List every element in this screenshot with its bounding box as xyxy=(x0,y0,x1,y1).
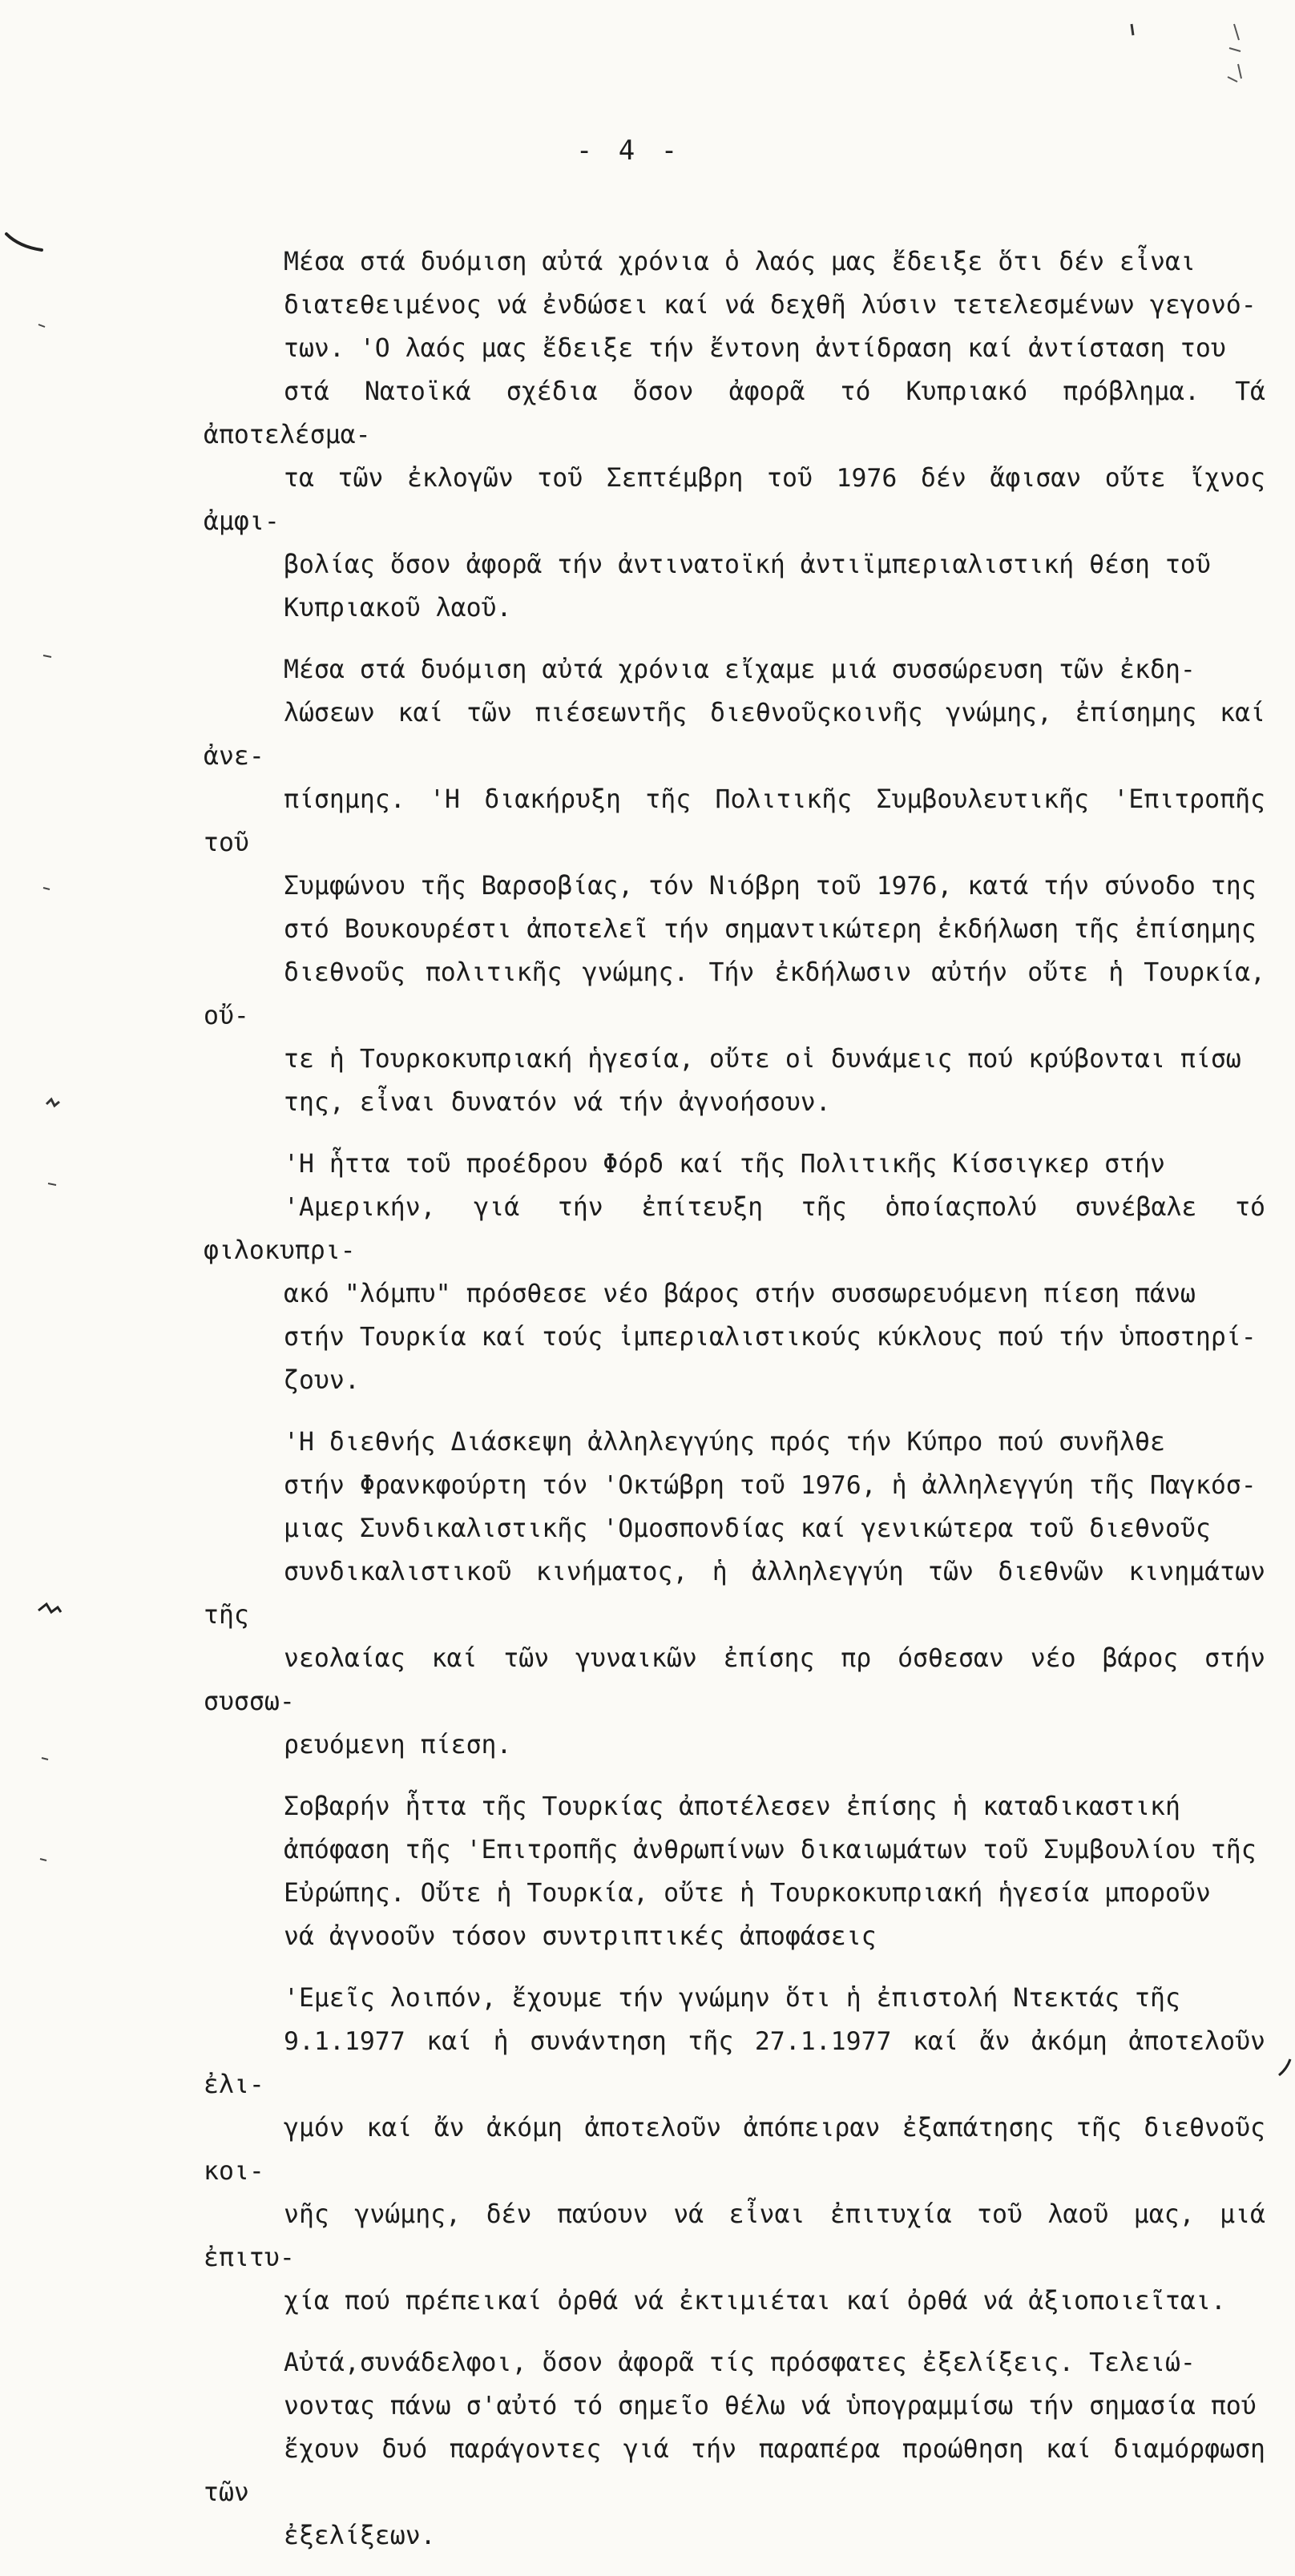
text-line: συνδικαλιστικοῦ κινήματος, ἡ ἀλληλεγγύη τῶν διεθνῶν κινημάτων τῆς xyxy=(204,1558,1265,1630)
text-line: ἀπόφαση τῆς 'Επιτροπῆς ἀνθρωπίνων δικαιωμάτων τοῦ Συμβουλίου τῆς xyxy=(284,1836,1257,1864)
text-line: 'Η ἧττα τοῦ προέδρου Φόρδ καί τῆς Πολιτικῆς Κίσσιγκερ στήν xyxy=(284,1150,1165,1179)
text-line: ακό "λόμπυ" πρόσθεσε νέο βάρος στήν συσσωρευόμενη πίεση πάνω xyxy=(284,1280,1196,1308)
text-line: βολίας ὅσον ἀφορᾶ τήν ἀντινατοϊκή ἀντιϊμπεριαλιστική θέση τοῦ xyxy=(284,550,1211,579)
text-line: Συμφώνου τῆς Βαρσοβίας, τόν Νιόβρη τοῦ 1976, κατά τήν σύνοδο της xyxy=(284,872,1257,901)
text-line: λώσεων καί τῶν πιέσεωντῆς διεθνοῦςκοινῆς γνώμης, ἐπίσημης καί ἀνε- xyxy=(204,699,1265,771)
text-line: των. 'Ο λαός μας ἔδειξε τήν ἔντονη ἀντίδραση καί ἀντίσταση του xyxy=(284,334,1226,363)
text-line: ἔχουν δυό παράγοντες γιά τήν παραπέρα προώθηση καί διαμόρφωση τῶν xyxy=(204,2435,1265,2507)
text-line: μιας Συνδικαλιστικῆς 'Ομοσπονδίας καί γενικώτερα τοῦ διεθνοῦς xyxy=(284,1514,1211,1543)
text-line: στά Νατοϊκά σχέδια ὅσον ἀφορᾶ τό Κυπριακό πρόβλημα. Τά ἀποτελέσμα- xyxy=(204,377,1265,449)
text-line: Μέσα στά δυόμιση αὐτά χρόνια εἴχαμε μιά συσσώρευση τῶν ἐκδη- xyxy=(284,655,1196,684)
text-line: νῆς γνώμης, δέν παύουν νά εἶναι ἐπιτυχία τοῦ λαοῦ μας, μιά ἐπιτυ- xyxy=(204,2200,1265,2272)
text-line: 9.1.1977 καί ἡ συνάντηση τῆς 27.1.1977 καί ἄν ἀκόμη ἀποτελοῦν ἐλι- xyxy=(204,2027,1265,2099)
text-line: Μέσα στά δυόμιση αὐτά χρόνια ὁ λαός μας ἔδειξε ὅτι δέν εἶναι xyxy=(284,248,1196,276)
text-line: Κυπριακοῦ λαοῦ. xyxy=(284,594,512,623)
paragraph-6 xyxy=(204,1977,1265,2323)
text-line: διεθνοῦς πολιτικῆς γνώμης. Τήν ἐκδήλωσιν αὐτήν οὔτε ἡ Τουρκία, οὔ- xyxy=(204,958,1265,1030)
text-line: πίσημης. 'Η διακήρυξη τῆς Πολιτικῆς Συμβουλευτικῆς 'Επιτροπῆς τοῦ xyxy=(204,785,1265,857)
text-line: νά ἀγνοοῦν τόσον συντριπτικές ἀποφάσεις xyxy=(284,1922,877,1951)
paragraph-5 xyxy=(204,1785,1265,1958)
text-line: νεολαίας καί τῶν γυναικῶν ἐπίσης πρ όσθεσαν νέο βάρος στήν συσσω- xyxy=(204,1644,1265,1716)
text-line: ἐξελίξεων. xyxy=(284,2522,436,2550)
text-line: τα τῶν ἐκλογῶν τοῦ Σεπτέμβρη τοῦ 1976 δέν ἄφισαν οὔτε ἴχνος ἀμφι- xyxy=(204,464,1265,536)
text-line: στήν Φρανκφούρτη τόν 'Οκτώβρη τοῦ 1976, ἡ ἀλληλεγγύη τῆς Παγκόσ- xyxy=(284,1471,1257,1500)
text-line: ζουν. xyxy=(284,1366,360,1395)
text-line: χία πού πρέπεικαί ὀρθά νά ἐκτιμιέται καί ὀρθά νά ἀξιοποιεῖται. xyxy=(284,2287,1226,2316)
page-number: - 4 - xyxy=(575,135,683,167)
paragraph-3 xyxy=(204,1143,1265,1402)
document-body xyxy=(204,240,1265,2576)
text-line: γμόν καί ἄν ἀκόμη ἀποτελοῦν ἀπόπειραν ἐξαπάτησης τῆς διεθνοῦς κοι- xyxy=(204,2114,1265,2186)
paragraph-1 xyxy=(204,240,1265,630)
paragraph-7 xyxy=(204,2341,1265,2558)
paragraph-2 xyxy=(204,648,1265,1124)
text-line: της, εἶναι δυνατόν νά τήν ἀγνοήσουν. xyxy=(284,1088,831,1117)
text-line: 'Εμεῖς λοιπόν, ἔχουμε τήν γνώμην ὅτι ἡ ἐπιστολή Ντεκτάς τῆς xyxy=(284,1984,1180,2013)
text-line: 'Η διεθνής Διάσκεψη ἀλληλεγγύης πρός τήν Κύπρο πού συνῆλθε xyxy=(284,1428,1165,1457)
text-line: Εὐρώπης. Οὔτε ἡ Τουρκία, οὔτε ἡ Τουρκοκυπριακή ἡγεσία μποροῦν xyxy=(284,1879,1211,1908)
text-line: τε ἡ Τουρκοκυπριακή ἡγεσία, οὔτε οἱ δυνάμεις πού κρύβονται πίσω xyxy=(284,1045,1241,1074)
text-line: στό Βουκουρέστι ἀποτελεῖ τήν σημαντικώτερη ἐκδήλωση τῆς ἐπίσημης xyxy=(284,915,1257,944)
text-line: ρευόμενη πίεση. xyxy=(284,1731,512,1760)
paragraph-4 xyxy=(204,1421,1265,1767)
text-line: 'Αμερικήν, γιά τήν ἐπίτευξη τῆς ὁποίαςπολύ συνέβαλε τό φιλοκυπρι- xyxy=(204,1193,1265,1265)
text-line: Αὐτά,συνάδελφοι, ὅσον ἀφορᾶ τίς πρόσφατες ἐξελίξεις. Τελειώ- xyxy=(284,2348,1196,2377)
text-line: νοντας πάνω σ'αὐτό τό σημεῖο θέλω νά ὑπογραμμίσω τήν σημασία πού xyxy=(284,2392,1257,2421)
text-line: Σοβαρήν ἧττα τῆς Τουρκίας ἀποτέλεσεν ἐπίσης ἡ καταδικαστική xyxy=(284,1792,1180,1821)
text-line: στήν Τουρκία καί τούς ἰμπεριαλιστικούς κύκλους πού τήν ὑποστηρί- xyxy=(284,1323,1257,1352)
text-line: διατεθειμένος νά ἐνδώσει καί νά δεχθῆ λύσιν τετελεσμένων γεγονό- xyxy=(284,291,1257,320)
